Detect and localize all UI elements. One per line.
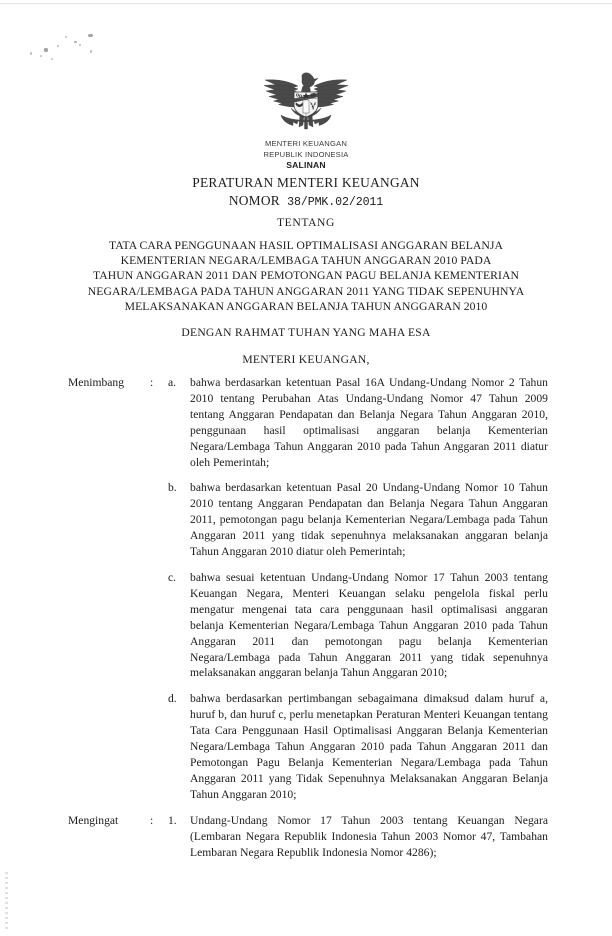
scan-speck xyxy=(74,41,77,43)
considerations-row xyxy=(68,375,548,803)
list-item-marker: a. xyxy=(168,376,177,389)
regulation-number-line xyxy=(0,193,612,209)
list-item-marker: d. xyxy=(168,692,177,706)
legal-basis-block xyxy=(68,813,548,861)
blessing-line: DENGAN RAHMAT TUHAN YANG MAHA ESA xyxy=(181,326,431,339)
subject-line: MELAKSANAKAN ANGGARAN BELANJA TAHUN ANGGARAN 2010 xyxy=(124,299,488,313)
subject-line: KEMENTERIAN NEGARA/LEMBAGA TAHUN ANGGARAN 2010 PADA xyxy=(120,254,492,268)
list-item-text: bahwa sesuai ketentuan Undang-Undang Nomor 17 Tahun 2003 tentang Keuangan Negara, Menteri Keuangan selaku pengelola fiskal perlu mengatur mengenai tata cara penggunaan hasil optimalisasi anggaran belanja Kementerian Negara/Lembaga Tahun Anggaran 2010 pada Tahun Anggaran 2011 dan pemotongan pagu belanja Kementerian Negara/Lembaga pada Tahun Anggaran 2011 yang tidak sepenuhnya melaksanakan anggaran belanja Tahun Anggaran 2010; xyxy=(190,570,548,680)
list-item-marker: b. xyxy=(168,481,177,495)
regulation-number-value: 38/PMK.02/2011 xyxy=(287,196,384,209)
scan-speck xyxy=(30,52,32,55)
about-label: TENTANG xyxy=(276,216,335,229)
scan-speck xyxy=(51,58,53,60)
regulation-number-label: NOMOR xyxy=(228,193,280,208)
considerations-label: Menimbang xyxy=(68,376,125,389)
considerations-colon: : xyxy=(150,376,154,389)
scan-speck xyxy=(90,50,92,53)
list-item xyxy=(168,480,548,560)
list-item xyxy=(168,691,548,802)
letterhead-copy-mark: SALINAN xyxy=(286,160,326,170)
considerations-items xyxy=(168,375,548,803)
legal-basis-items xyxy=(168,813,548,861)
scan-speck xyxy=(88,34,93,37)
scan-speck xyxy=(79,44,81,46)
list-item-text: bahwa berdasarkan ketentuan Pasal 16A Undang-Undang Nomor 2 Tahun 2010 tentang Perubahan Atas Undang-Undang Nomor 47 Tahun 2009 tentang Anggaran Pendapatan dan Belanja Negara Tahun Anggaran 2010, penggunaan hasil optimalisasi anggaran belanja Kementerian Negara/Lembaga Tahun Anggaran 2010 pada Tahun Anggaran 2011 diatur oleh Pemerintah; xyxy=(190,376,548,469)
list-item xyxy=(168,813,548,861)
regulation-title: PERATURAN MENTERI KEUANGAN xyxy=(192,175,420,190)
list-item-text: bahwa berdasarkan pertimbangan sebagaimana dimaksud dalam huruf a, huruf b, dan huruf c, perlu menetapkan Peraturan Menteri Keuangan tentang Tata Cara Penggunaan Hasil Optimalisasi Anggaran Belanja Kementerian Negara/Lembaga Tahun Anggaran 2010 pada Tahun Anggaran 2011 dan Pemotongan Pagu Belanja Kementerian Negara/Lembaga pada Tahun Anggaran 2011 yang Tidak Sepenuhnya Melaksanakan Anggaran Belanja Tahun Anggaran 2010; xyxy=(190,692,548,801)
scan-speck xyxy=(40,55,42,57)
scan-artifact-left-strip xyxy=(5,872,8,930)
letterhead-republic: REPUBLIK INDONESIA xyxy=(263,149,349,159)
considerations-block xyxy=(68,375,548,803)
legal-basis-label: Mengingat xyxy=(68,814,119,827)
legal-basis-row xyxy=(68,813,548,861)
list-item xyxy=(168,570,548,681)
list-item-marker: 1. xyxy=(168,814,177,827)
list-item xyxy=(168,375,548,470)
issuer-line: MENTERI KEUANGAN, xyxy=(242,353,370,366)
scan-artifact-top-line xyxy=(0,3,612,4)
list-item-text: Undang-Undang Nomor 17 Tahun 2003 tentang Keuangan Negara (Lembaran Negara Republik Indonesia Tahun 2003 Nomor 47, Tambahan Lembaran Negara Republik Indonesia Nomor 4286); xyxy=(190,814,548,859)
scan-speck xyxy=(65,36,67,38)
scan-speck xyxy=(57,45,59,47)
subject-line: TATA CARA PENGGUNAAN HASIL OPTIMALISASI ANGGARAN BELANJA xyxy=(109,239,503,252)
garuda-pancasila-emblem xyxy=(255,72,357,134)
legal-basis-colon: : xyxy=(150,814,154,827)
letterhead-ministry: MENTERI KEUANGAN xyxy=(264,139,348,148)
scan-speck xyxy=(44,48,48,52)
list-item-text: bahwa berdasarkan ketentuan Pasal 20 Undang-Undang Nomor 10 Tahun 2010 tentang Anggaran Pendapatan dan Belanja Negara Tahun Anggaran 2011, pemotongan pagu belanja Kementerian Negara/Lembaga pada Tahun Anggaran 2011 yang tidak sepenuhnya melaksanakan anggaran belanja Tahun Anggaran 2010 diatur oleh Pemerintah; xyxy=(190,481,548,559)
subject-line: NEGARA/LEMBAGA PADA TAHUN ANGGARAN 2011 YANG TIDAK SEPENUHNYA xyxy=(87,284,525,298)
subject-block xyxy=(56,238,556,314)
emblem-container xyxy=(0,72,612,134)
subject-line: TAHUN ANGGARAN 2011 DAN PEMOTONGAN PAGU BELANJA KEMENTERIAN xyxy=(93,269,519,283)
list-item-marker: c. xyxy=(168,570,177,584)
